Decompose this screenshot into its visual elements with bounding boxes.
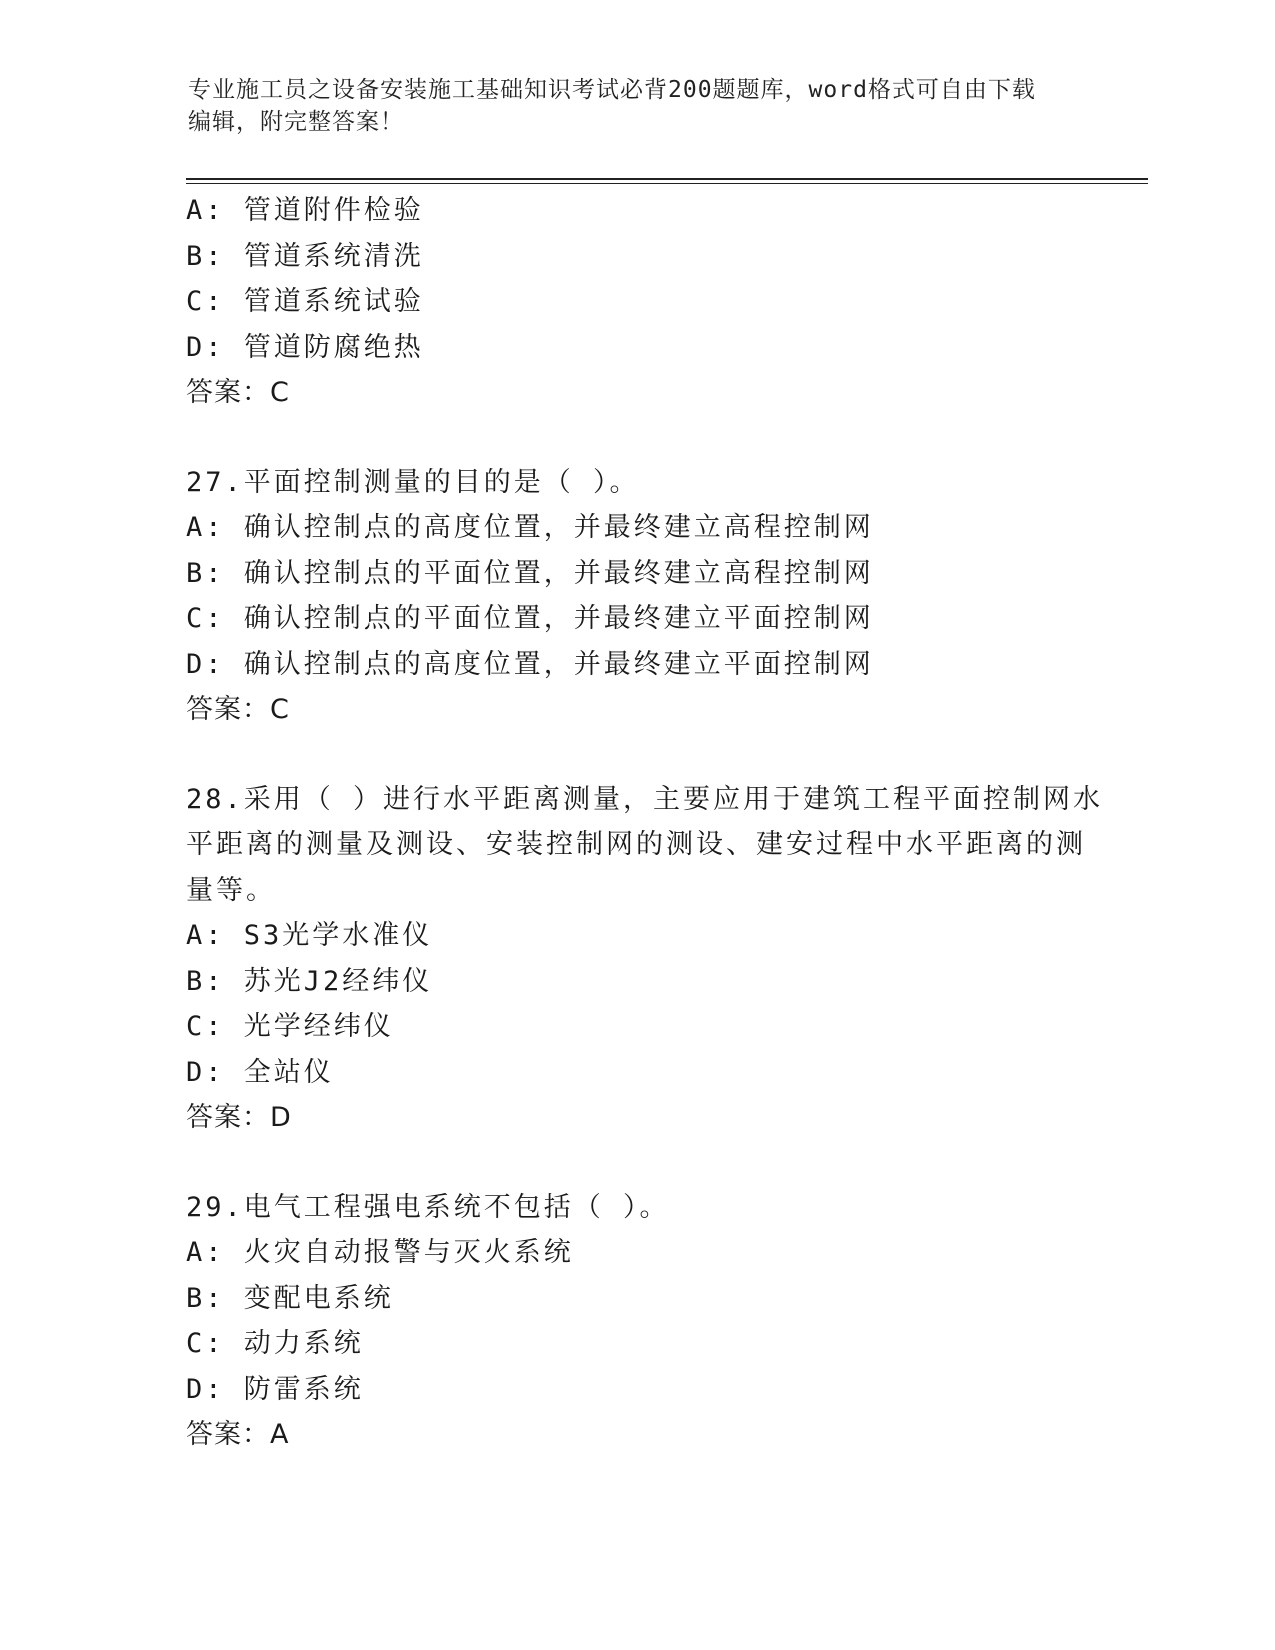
answer: 答案：A [186, 1419, 290, 1450]
question-stem: 27.平面控制测量的目的是（ ）。 [186, 466, 640, 498]
option-b: B: 确认控制点的平面位置，并最终建立高程控制网 [186, 557, 874, 589]
question-29 [186, 1185, 1066, 1458]
question-26 [186, 188, 1066, 416]
answer: 答案：C [186, 694, 290, 725]
document-header [188, 74, 1068, 138]
answer: 答案：C [186, 377, 290, 408]
option-b: B: 苏光J2经纬仪 [186, 965, 433, 997]
question-27 [186, 460, 1066, 733]
header-divider-thick [186, 178, 1148, 180]
option-a: A: 确认控制点的高度位置，并最终建立高程控制网 [186, 512, 874, 543]
option-c: C: 管道系统试验 [186, 286, 424, 317]
option-c: C: 光学经纬仪 [186, 1011, 394, 1042]
header-divider-thin [186, 183, 1148, 184]
option-b: B: 管道系统清洗 [186, 240, 424, 272]
question-stem: 29.电气工程强电系统不包括（ ）。 [186, 1191, 670, 1223]
header-title-line-1: 专业施工员之设备安装施工基础知识考试必背200题题库，word格式可自由下载 [188, 77, 1036, 103]
option-b: B: 变配电系统 [186, 1282, 394, 1314]
option-c: C: 确认控制点的平面位置，并最终建立平面控制网 [186, 603, 874, 634]
option-c: C: 动力系统 [186, 1328, 364, 1359]
option-d: D: 防雷系统 [186, 1373, 364, 1405]
option-a: A: S3光学水准仪 [186, 920, 433, 951]
option-a: A: 管道附件检验 [186, 195, 424, 226]
question-stem-line-1: 28.采用（ ）进行水平距离测量，主要应用于建筑工程平面控制网水 [186, 783, 1104, 815]
question-list [186, 188, 1104, 1458]
option-a: A: 火灾自动报警与灭火系统 [186, 1237, 574, 1268]
question-spacer [186, 416, 1066, 460]
question-stem-line-3: 量等。 [186, 874, 276, 906]
option-d: D: 管道防腐绝热 [186, 331, 424, 363]
option-d: D: 确认控制点的高度位置，并最终建立平面控制网 [186, 648, 874, 680]
question-spacer [186, 733, 1066, 777]
header-title-line-2: 编辑，附完整答案！ [188, 109, 404, 135]
option-d: D: 全站仪 [186, 1056, 334, 1088]
question-stem-line-2: 平距离的测量及测设、安装控制网的测设、建安过程中水平距离的测 [186, 829, 1086, 860]
question-28 [186, 777, 1104, 1141]
question-spacer [186, 1141, 1066, 1185]
answer: 答案：D [186, 1102, 292, 1133]
